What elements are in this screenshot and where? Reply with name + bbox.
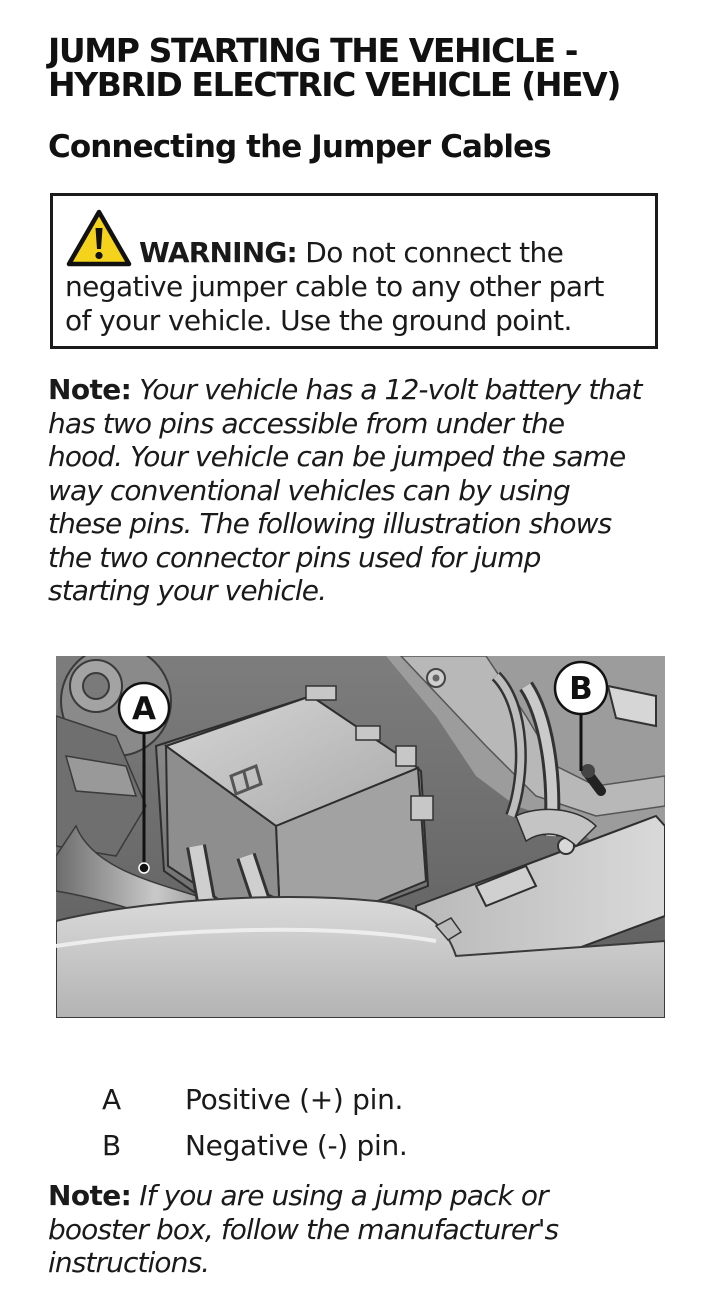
battery-note-line-2: has two pins accessible from under the bbox=[48, 406, 565, 440]
battery-note-line-6: the two connector pins used for jump bbox=[48, 540, 541, 574]
warning-line-1-text: Do not connect the bbox=[305, 236, 564, 269]
battery-note-line-5: these pins. The following illustration shows bbox=[48, 507, 612, 540]
legend-key-b: B bbox=[102, 1129, 121, 1162]
note-label-2: Note: bbox=[48, 1179, 132, 1212]
legend-desc-b: Negative (-) pin. bbox=[185, 1129, 408, 1162]
legend-row-b bbox=[102, 1126, 662, 1172]
jump-pack-note-line-1 bbox=[48, 1179, 688, 1213]
warning-line-1 bbox=[65, 236, 655, 270]
battery-note-line-3: hood. Your vehicle can be jumped the same bbox=[48, 440, 626, 473]
battery-note-line-1-text: Your vehicle has a 12-volt battery that bbox=[139, 373, 642, 406]
warning-box bbox=[50, 193, 658, 349]
legend-key-a: A bbox=[102, 1083, 121, 1116]
callout-a-label: A bbox=[132, 691, 156, 727]
legend-row-a bbox=[102, 1080, 662, 1126]
battery-note-line-7: starting your vehicle. bbox=[48, 574, 327, 607]
figure-legend bbox=[102, 1080, 662, 1172]
warning-line-2: negative jumper cable to any other part bbox=[65, 270, 604, 303]
note-label: Note: bbox=[48, 373, 132, 406]
legend-desc-a: Positive (+) pin. bbox=[185, 1083, 404, 1116]
battery-note-line-4: way conventional vehicles can by using bbox=[48, 473, 570, 507]
warning-line-3: of your vehicle. Use the ground point. bbox=[65, 304, 572, 337]
page-title-line-1: JUMP STARTING THE VEHICLE - bbox=[48, 31, 578, 70]
page-title bbox=[48, 31, 688, 104]
jump-pack-note bbox=[48, 1179, 688, 1280]
jump-pack-note-line-3: instructions. bbox=[48, 1246, 210, 1279]
battery-note bbox=[48, 373, 688, 608]
battery-note-line-1 bbox=[48, 373, 688, 407]
warning-text bbox=[65, 236, 655, 338]
jump-pack-note-line-2: booster box, follow the manufacturer's bbox=[48, 1212, 559, 1246]
callout-b-label: B bbox=[569, 671, 593, 707]
jump-pack-note-line-1-text: If you are using a jump pack or bbox=[139, 1179, 548, 1212]
page-title-line-2: HYBRID ELECTRIC VEHICLE (HEV) bbox=[48, 65, 620, 104]
section-title: Connecting the Jumper Cables bbox=[48, 129, 551, 165]
engine-bay-illustration bbox=[56, 656, 665, 1018]
warning-label: WARNING: bbox=[139, 236, 297, 269]
